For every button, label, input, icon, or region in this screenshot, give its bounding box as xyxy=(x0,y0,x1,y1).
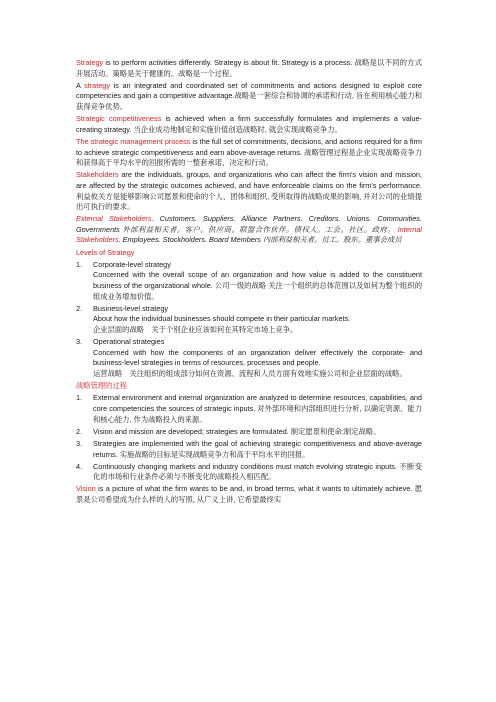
list-item-text: Concerned with how the components of an organization deliver effectively the corporate- and business-level strategies in terms of resources, processes and people. xyxy=(93,347,422,368)
term-external-stakeholders: External Stakeholders xyxy=(76,214,152,224)
paragraph-a-strategy xyxy=(76,81,422,113)
term-a-strategy: strategy xyxy=(84,80,111,90)
list-item xyxy=(76,439,422,460)
paragraph-stakeholders xyxy=(76,170,422,212)
paragraph-text: . Customers. Suppliers. Alliance Partners. Creditors. Unions. Communities. Governments 外部利益相关者。客户。供应商。联盟合作伙伴。债权人。工会。社区。政府。 xyxy=(76,214,422,234)
list-item-text: Strategies are implemented with the goal of achieving strategic competitiveness and above-average returns. 实施战略的目标是实现战略竞争力和高于平均水平的回报。 xyxy=(93,438,422,459)
paragraph-stakeholder-types xyxy=(76,214,422,246)
paragraph-text: is an integrated and coordinated set of commitments and actions designed to exploit core competencies and gain a competitive advantage.战略是一套综合和协调的承诺和行动, 旨在利用核心能力和获得竞争优势。 xyxy=(76,80,422,111)
paragraph-text: are the individuals, groups, and organizations who can affect the firm's vision and mission, are affected by the strategic outcomes achieved, and have enforceable claims on the firm's performance. 利益攸关方是能够影响公司愿景和使命的个人、团体和组织, 受所取得的战略成果的影响, 并对公司的业绩提出可执行的要求。 xyxy=(76,170,422,212)
term-internal-stakeholders: Internal Stakeholders xyxy=(76,224,422,245)
list-item-text-cn: 运营战略 关注组织的组成部分如何在资源、流程和人员方面有效地实施公司和企业层面的战略。 xyxy=(93,368,407,378)
list-item xyxy=(76,337,422,379)
paragraph-text: is a picture of what the firm wants to be and, in broad terms, what it wants to ultimately achieve. 愿景是公司希望成为什么样的人的写照, 从广义上讲, 它希望最终实 xyxy=(76,484,422,505)
list-item-text: Continuously changing markets and industry conditions must match evolving strategic inputs. 不断变化的市场和行业条件必须与不断变化的战略投入相匹配。 xyxy=(93,461,422,482)
list-number: 3. xyxy=(76,337,83,347)
list-number: 1. xyxy=(76,259,83,269)
list-number: 4. xyxy=(76,461,83,471)
paragraph-lead: A xyxy=(76,80,85,90)
paragraph-strategic-competitiveness xyxy=(76,114,422,135)
heading-strategic-management-process: 战略管理的过程 xyxy=(76,381,128,391)
paragraph-strategy xyxy=(76,58,422,79)
list-item xyxy=(76,260,422,302)
paragraph-strategic-management-process xyxy=(76,137,422,169)
list-number: 3. xyxy=(76,438,83,448)
list-item-text: Vision and mission are developed; strategies are formulated. 制定愿景和使命;制定战略。 xyxy=(93,426,381,436)
list-number: 2. xyxy=(76,426,83,436)
list-item-text-cn: 企业层面的战略 关于个别企业应该如何在其特定市场上竞争。 xyxy=(93,325,298,334)
term-strategy: Strategy xyxy=(76,58,104,67)
list-item-title: Corporate-level strategy xyxy=(93,259,171,269)
paragraph-text: . Employees. Stockholders. Board Members 内部利益相关者。员工。股东。董事会成员 xyxy=(118,235,402,245)
heading-levels-of-strategy: Levels of Strategy xyxy=(76,247,135,257)
list-item xyxy=(76,462,422,483)
paragraph-text: is achieved when a firm successfully formulates and implements a value-creating strategy. 当企业成功地制定和实施价值创造战略时, 就会实现战略竞争力。 xyxy=(76,114,422,134)
term-stakeholders: Stakeholders xyxy=(76,170,119,180)
list-item xyxy=(76,304,422,336)
paragraph-text: is to perform activities differently. Strategy is about fit. Strategy is a process. 战略是以不同的方式开展活动。策略是关于健康的。战略是一个过程。 xyxy=(76,58,422,78)
term-vision: Vision xyxy=(76,484,96,494)
list-number: 2. xyxy=(76,303,83,313)
list-item-title: Business-level strategy xyxy=(93,303,169,313)
list-item-title: Operational strategies xyxy=(93,337,165,347)
list-number: 1. xyxy=(76,393,83,403)
list-item xyxy=(76,393,422,425)
list-item-text: About how the individual businesses should compete in their particular markets. xyxy=(93,314,351,324)
paragraph-vision xyxy=(76,484,422,505)
document-body xyxy=(76,58,422,507)
term-strategic-management-process: The strategic management process xyxy=(76,136,191,146)
process-list xyxy=(76,393,422,483)
list-item-text: External environment and internal organization are analyzed to determine resources, capabilities, and core competencies the sources of strategic inputs. 对外部环境和内部组织进行分析, 以确定资源、能力和核心能力, 作为战略投入的来源。 xyxy=(93,393,422,424)
list-item xyxy=(76,427,422,438)
paragraph-text: is the full set of commitments, decisions, and actions required for a firm to achieve strategic competitiveness and earn above-average returns. 战略管理过程是企业实现战略竞争力和获得高于平均水平的回报所需的一整套承诺、决定和行动。 xyxy=(76,136,422,168)
levels-list xyxy=(76,260,422,380)
term-strategic-competitiveness: Strategic competitiveness xyxy=(76,114,162,124)
list-item-text: Concerned with the overall scope of an organization and how value is added to the constituent business of the organizational whole. 公司一级的战略 关注一个组织的总体范围以及如何为整个组织的组成业务增加价值。 xyxy=(93,270,422,301)
